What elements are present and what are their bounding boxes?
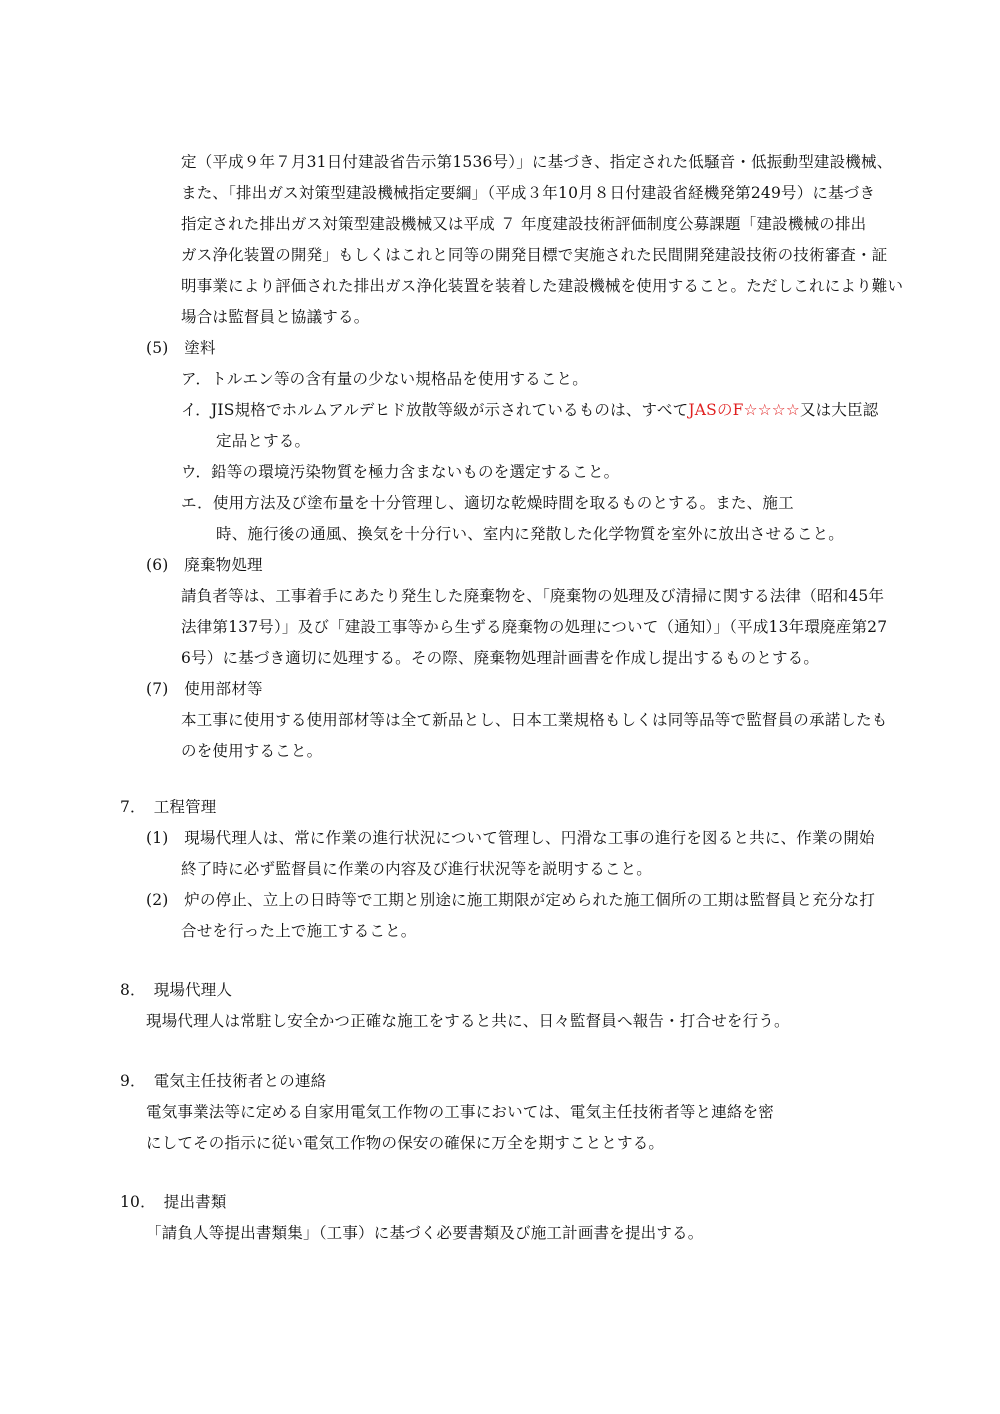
item-5-e-continued: 時、施行後の通風、換気を十分行い、室内に発散した化学物質を室外に放出させること。 xyxy=(216,525,845,543)
section-8-heading: 8． 現場代理人 xyxy=(120,981,233,999)
intro-line: また、「排出ガス対策型建設機械指定要綱」（平成３年10月８日付建設省経機発第249号）に基づき xyxy=(181,184,876,202)
section-9-line: 電気事業法等に定める自家用電気工作物の工事においては、電気主任技術者等と連絡を密 xyxy=(146,1103,775,1121)
section-7-item-2: (2) 炉の停止、立上の日時等で工期と別途に施工期限が定められた施工個所の工期は監督員と充分な打 xyxy=(146,891,876,909)
intro-line: ガス浄化装置の開発」もしくはこれと同等の開発目標で実施された民間開発建設技術の技術審査・証 xyxy=(181,246,888,264)
section-9-line: にしてその指示に従い電気工作物の保安の確保に万全を期すこととする。 xyxy=(146,1134,665,1152)
item-6-line: 請負者等は、工事着手にあたり発生した廃棄物を、「廃棄物の処理及び清掃に関する法律（昭和45年 xyxy=(181,587,885,605)
item-5-i-text-end: 又は大臣認 xyxy=(799,401,879,419)
item-5-i-text: イ．JIS規格でホルムアルデヒド放散等級が示されているものは、すべて xyxy=(181,401,689,419)
item-7-heading: (7) 使用部材等 xyxy=(146,680,263,698)
item-6-heading: (6) 廃棄物処理 xyxy=(146,556,263,574)
section-7-item-2-continued: 合せを行った上で施工すること。 xyxy=(181,922,417,940)
item-5-u: ウ．鉛等の環境汚染物質を極力含まないものを選定すること。 xyxy=(181,463,620,481)
section-9-heading: 9． 電気主任技術者との連絡 xyxy=(120,1072,327,1090)
item-5-heading: (5) 塗料 xyxy=(146,339,216,357)
item-7-line: 本工事に使用する使用部材等は全て新品とし、日本工業規格もしくは同等品等で監督員の承諾したも xyxy=(181,711,888,729)
intro-line: 指定された排出ガス対策型建設機械又は平成 ７ 年度建設技術評価制度公募課題「建設機械の排出 xyxy=(181,215,867,233)
intro-line: 明事業により評価された排出ガス浄化装置を装着した建設機械を使用すること。ただしこれにより難い xyxy=(181,277,904,295)
section-10-heading: 10． 提出書類 xyxy=(120,1193,227,1211)
item-5-a: ア．トルエン等の含有量の少ない規格品を使用すること。 xyxy=(181,370,588,388)
intro-line: 場合は監督員と協議する。 xyxy=(181,308,370,326)
section-7-item-1: (1) 現場代理人は、常に作業の進行状況について管理し、円滑な工事の進行を図ると共に、作業の開始 xyxy=(146,829,875,847)
section-8-text: 現場代理人は常駐し安全かつ正確な施工をすると共に、日々監督員へ報告・打合せを行う。 xyxy=(146,1012,790,1030)
item-7-line: のを使用すること。 xyxy=(181,742,323,760)
item-5-i-continued: 定品とする。 xyxy=(216,432,311,450)
item-6-line: 6号）に基づき適切に処理する。その際、廃棄物処理計画書を作成し提出するものとする。 xyxy=(181,649,820,667)
jas-grade-highlight: JASのF☆☆☆☆ xyxy=(688,401,800,419)
item-5-i xyxy=(181,400,879,420)
section-7-item-1-continued: 終了時に必ず監督員に作業の内容及び進行状況等を説明すること。 xyxy=(181,860,653,878)
item-6-line: 法律第137号）」及び「建設工事等から生ずる廃棄物の処理について（通知）」（平成13年環廃産第27 xyxy=(181,618,888,636)
intro-line: 定（平成９年７月31日付建設省告示第1536号）」に基づき、指定された低騒音・低振動型建設機械、 xyxy=(181,153,893,171)
section-10-text: 「請負人等提出書類集」（工事）に基づく必要書類及び施工計画書を提出する。 xyxy=(146,1224,704,1242)
item-5-e: エ．使用方法及び塗布量を十分管理し、適切な乾燥時間を取るものとする。また、施工 xyxy=(181,494,794,512)
section-7-heading: 7． 工程管理 xyxy=(120,798,217,816)
